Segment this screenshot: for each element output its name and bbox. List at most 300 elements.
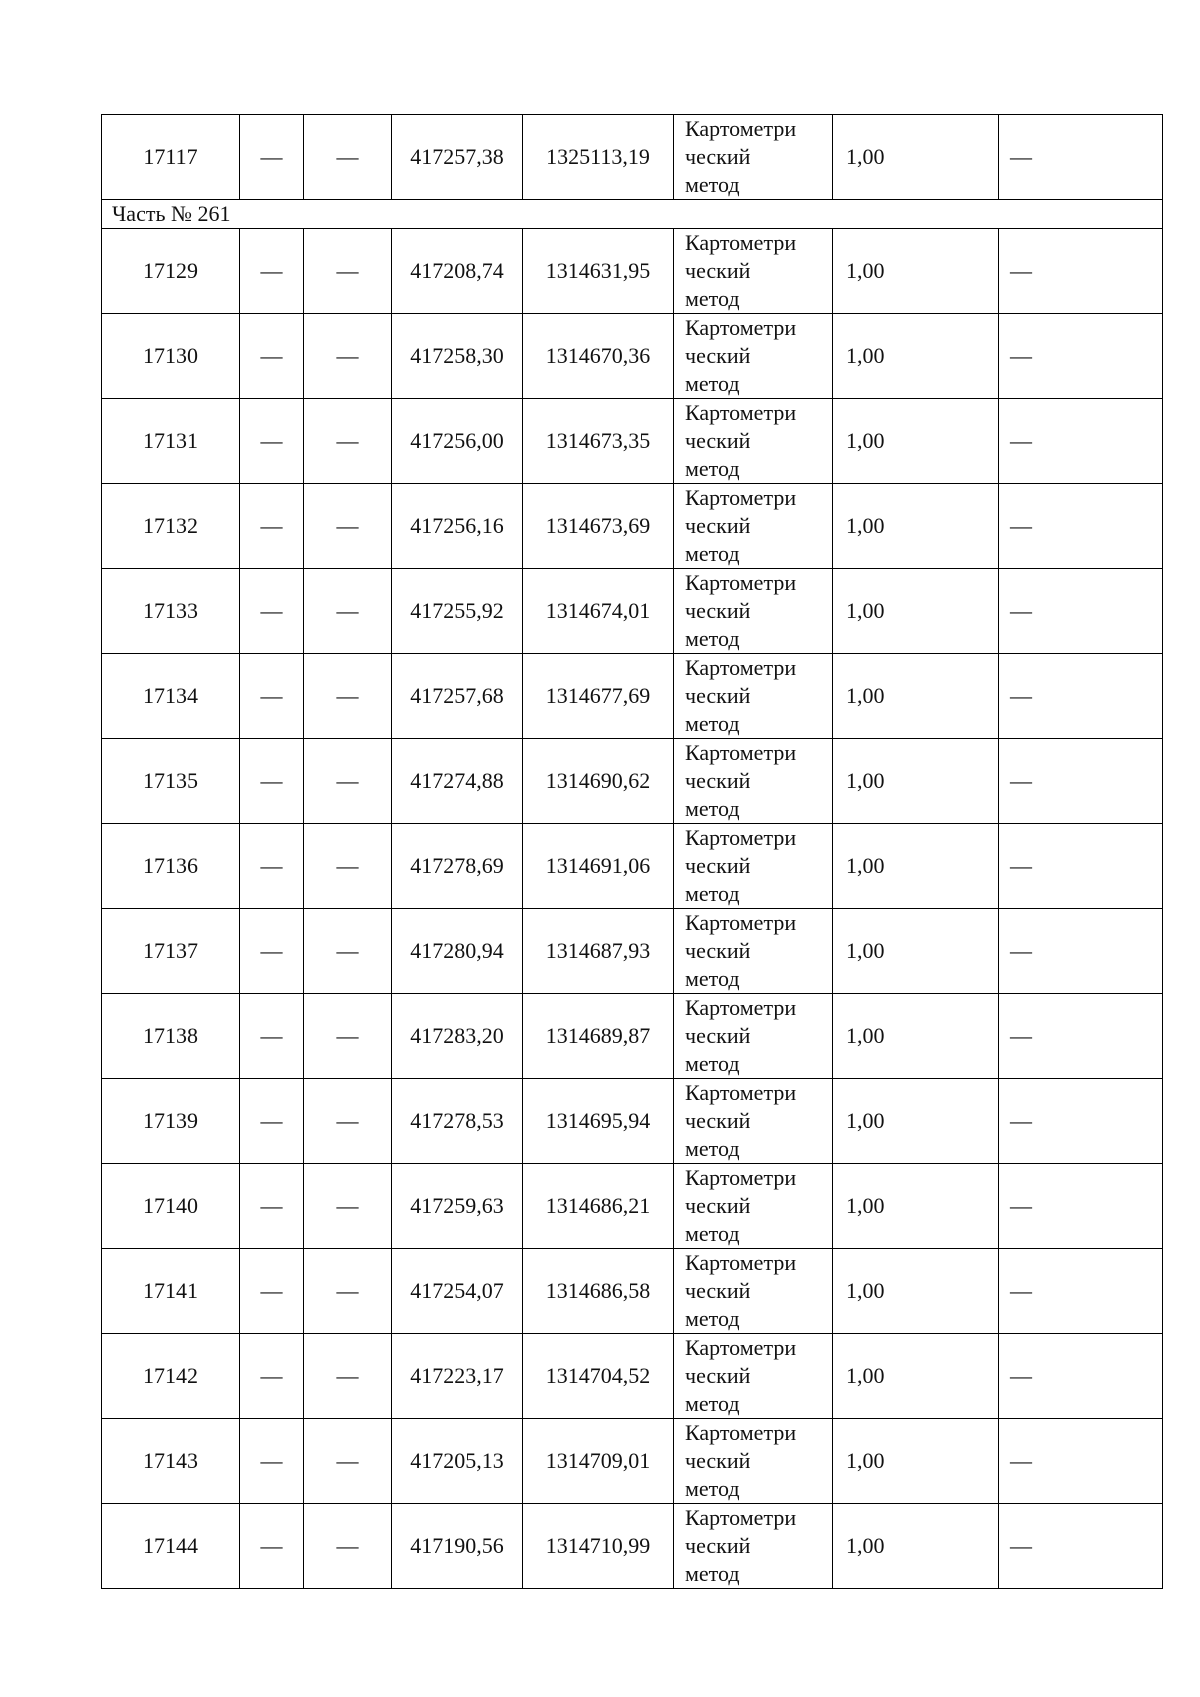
- point-number-cell: [102, 399, 240, 484]
- point-number-cell: [102, 569, 240, 654]
- dash-2: —: [336, 938, 359, 963]
- coord-y: 1314673,69: [545, 513, 651, 538]
- accuracy-cell: [833, 1164, 999, 1249]
- empty-cell-2: [304, 1164, 392, 1249]
- empty-cell-1: [240, 1079, 304, 1164]
- table-row: [102, 1419, 1163, 1504]
- coord-x-cell: [392, 1419, 523, 1504]
- coord-x-cell: [392, 1504, 523, 1589]
- point-number: 17129: [143, 258, 198, 283]
- coord-x-cell: [392, 314, 523, 399]
- dash-3: —: [1010, 1278, 1032, 1303]
- method-line-2: ческий: [685, 768, 751, 793]
- accuracy: 1,00: [846, 853, 885, 878]
- method-line-3: метод: [685, 711, 740, 736]
- table-row: [102, 1164, 1163, 1249]
- accuracy-cell: [833, 1249, 999, 1334]
- method-line-1: Картометри: [685, 1335, 797, 1360]
- method-line-3: метод: [685, 541, 740, 566]
- accuracy-cell: [833, 314, 999, 399]
- coord-y-cell: [523, 1249, 674, 1334]
- coord-x: 417259,63: [410, 1193, 504, 1218]
- method-line-2: ческий: [685, 144, 751, 169]
- empty-cell-2: [304, 1079, 392, 1164]
- coord-y-cell: [523, 314, 674, 399]
- table-row: [102, 909, 1163, 994]
- accuracy: 1,00: [846, 1108, 885, 1133]
- empty-cell-3: [999, 1419, 1163, 1504]
- dash-3: —: [1010, 144, 1032, 169]
- coord-x: 417254,07: [410, 1278, 504, 1303]
- table-row: [102, 654, 1163, 739]
- coord-x: 417257,68: [410, 683, 504, 708]
- accuracy: 1,00: [846, 428, 885, 453]
- dash-1: —: [260, 598, 283, 623]
- coord-y: 1314691,06: [545, 853, 651, 878]
- empty-cell-3: [999, 909, 1163, 994]
- dash-1: —: [260, 428, 283, 453]
- method-cell: [674, 1079, 833, 1164]
- dash-2: —: [336, 1448, 359, 1473]
- method-line-2: ческий: [685, 513, 751, 538]
- accuracy-cell: [833, 399, 999, 484]
- coord-x: 417190,56: [410, 1533, 504, 1558]
- accuracy: 1,00: [846, 258, 885, 283]
- empty-cell-3: [999, 1079, 1163, 1164]
- method-line-2: ческий: [685, 1023, 751, 1048]
- table-row: [102, 229, 1163, 314]
- accuracy: 1,00: [846, 938, 885, 963]
- method-line-1: Картометри: [685, 655, 797, 680]
- dash-2: —: [336, 1023, 359, 1048]
- method-line-1: Картометри: [685, 570, 797, 595]
- coord-x: 417256,00: [410, 428, 504, 453]
- dash-2: —: [336, 1108, 359, 1133]
- dash-3: —: [1010, 598, 1032, 623]
- method-line-1: Картометри: [685, 230, 797, 255]
- empty-cell-1: [240, 824, 304, 909]
- empty-cell-1: [240, 909, 304, 994]
- method-line-3: метод: [685, 966, 740, 991]
- dash-2: —: [336, 683, 359, 708]
- method-line-1: Картометри: [685, 1420, 797, 1445]
- empty-cell-2: [304, 994, 392, 1079]
- dash-3: —: [1010, 683, 1032, 708]
- empty-cell-3: [999, 569, 1163, 654]
- point-number: 17117: [143, 144, 198, 169]
- coord-y: 1314689,87: [545, 1023, 651, 1048]
- empty-cell-3: [999, 1504, 1163, 1589]
- dash-1: —: [260, 1533, 283, 1558]
- empty-cell-1: [240, 229, 304, 314]
- method-cell: [674, 909, 833, 994]
- dash-3: —: [1010, 258, 1032, 283]
- dash-1: —: [260, 768, 283, 793]
- empty-cell-2: [304, 824, 392, 909]
- coord-x-cell: [392, 824, 523, 909]
- coord-x: 417278,69: [410, 853, 504, 878]
- point-number: 17132: [143, 513, 198, 538]
- empty-cell-2: [304, 569, 392, 654]
- empty-cell-3: [999, 399, 1163, 484]
- accuracy-cell: [833, 824, 999, 909]
- point-number: 17141: [143, 1278, 198, 1303]
- accuracy: 1,00: [846, 513, 885, 538]
- method-line-1: Картометри: [685, 1165, 797, 1190]
- method-cell: [674, 1164, 833, 1249]
- method-line-1: Картометри: [685, 995, 797, 1020]
- coord-x-cell: [392, 1249, 523, 1334]
- point-number: 17136: [143, 853, 198, 878]
- dash-2: —: [336, 428, 359, 453]
- coordinates-table: [101, 114, 1163, 1589]
- method-line-2: ческий: [685, 1193, 751, 1218]
- dash-3: —: [1010, 428, 1032, 453]
- coord-y-cell: [523, 994, 674, 1079]
- method-line-2: ческий: [685, 428, 751, 453]
- method-line-1: Картометри: [685, 485, 797, 510]
- method-cell: [674, 229, 833, 314]
- method-line-2: ческий: [685, 1278, 751, 1303]
- method-line-3: метод: [685, 1561, 740, 1586]
- point-number-cell: [102, 1164, 240, 1249]
- point-number-cell: [102, 229, 240, 314]
- method-line-2: ческий: [685, 1363, 751, 1388]
- accuracy-cell: [833, 1334, 999, 1419]
- empty-cell-2: [304, 229, 392, 314]
- point-number: 17142: [143, 1363, 198, 1388]
- accuracy: 1,00: [846, 1193, 885, 1218]
- empty-cell-3: [999, 654, 1163, 739]
- coord-y: 1314670,36: [545, 343, 651, 368]
- method-cell: [674, 654, 833, 739]
- empty-cell-2: [304, 739, 392, 824]
- coord-x: 417223,17: [410, 1363, 504, 1388]
- method-line-2: ческий: [685, 1448, 751, 1473]
- coord-y: 1314709,01: [545, 1448, 651, 1473]
- coord-x: 417256,16: [410, 513, 504, 538]
- point-number-cell: [102, 484, 240, 569]
- dash-3: —: [1010, 1448, 1032, 1473]
- method-line-1: Картометри: [685, 1250, 797, 1275]
- accuracy-cell: [833, 1504, 999, 1589]
- empty-cell-2: [304, 654, 392, 739]
- method-line-3: метод: [685, 1476, 740, 1501]
- accuracy-cell: [833, 739, 999, 824]
- method-line-3: метод: [685, 1221, 740, 1246]
- dash-3: —: [1010, 1023, 1032, 1048]
- method-cell: [674, 399, 833, 484]
- accuracy: 1,00: [846, 1533, 885, 1558]
- coord-x-cell: [392, 115, 523, 200]
- section-title: Часть № 261: [102, 200, 1163, 229]
- dash-1: —: [260, 258, 283, 283]
- point-number: 17138: [143, 1023, 198, 1048]
- coord-y-cell: [523, 654, 674, 739]
- dash-2: —: [336, 1193, 359, 1218]
- dash-3: —: [1010, 1363, 1032, 1388]
- empty-cell-3: [999, 1164, 1163, 1249]
- method-cell: [674, 569, 833, 654]
- coord-y: 1314695,94: [545, 1108, 651, 1133]
- coord-x: 417274,88: [410, 768, 504, 793]
- point-number: 17139: [143, 1108, 198, 1133]
- empty-cell-3: [999, 1249, 1163, 1334]
- coord-y: 1314631,95: [545, 258, 651, 283]
- table-row: [102, 1249, 1163, 1334]
- method-line-3: метод: [685, 172, 740, 197]
- table-row: [102, 824, 1163, 909]
- table-row: [102, 115, 1163, 200]
- coord-y-cell: [523, 1079, 674, 1164]
- coord-x: 417280,94: [410, 938, 504, 963]
- empty-cell-1: [240, 994, 304, 1079]
- method-line-1: Картометри: [685, 910, 797, 935]
- dash-1: —: [260, 938, 283, 963]
- dash-1: —: [260, 343, 283, 368]
- method-line-3: метод: [685, 456, 740, 481]
- point-number-cell: [102, 1504, 240, 1589]
- empty-cell-3: [999, 994, 1163, 1079]
- empty-cell-1: [240, 654, 304, 739]
- coord-x-cell: [392, 1334, 523, 1419]
- method-line-2: ческий: [685, 853, 751, 878]
- coord-y: 1325113,19: [546, 144, 650, 169]
- dash-1: —: [260, 683, 283, 708]
- method-cell: [674, 739, 833, 824]
- coord-y-cell: [523, 739, 674, 824]
- coord-y: 1314673,35: [545, 428, 651, 453]
- coord-x-cell: [392, 654, 523, 739]
- table-body: [102, 115, 1163, 1589]
- empty-cell-3: [999, 1334, 1163, 1419]
- dash-1: —: [260, 1193, 283, 1218]
- empty-cell-1: [240, 1249, 304, 1334]
- point-number-cell: [102, 1334, 240, 1419]
- method-line-1: Картометри: [685, 315, 797, 340]
- method-line-2: ческий: [685, 1108, 751, 1133]
- method-line-2: ческий: [685, 343, 751, 368]
- table-row: [102, 314, 1163, 399]
- coord-x: 417208,74: [410, 258, 504, 283]
- method-cell: [674, 1334, 833, 1419]
- dash-1: —: [260, 1108, 283, 1133]
- table-row: [102, 739, 1163, 824]
- accuracy: 1,00: [846, 1448, 885, 1473]
- dash-3: —: [1010, 1533, 1032, 1558]
- method-line-2: ческий: [685, 598, 751, 623]
- method-line-3: метод: [685, 1136, 740, 1161]
- coord-y: 1314710,99: [545, 1533, 651, 1558]
- empty-cell-1: [240, 484, 304, 569]
- empty-cell-3: [999, 229, 1163, 314]
- method-line-2: ческий: [685, 938, 751, 963]
- point-number: 17133: [143, 598, 198, 623]
- method-cell: [674, 1249, 833, 1334]
- empty-cell-3: [999, 314, 1163, 399]
- coord-y-cell: [523, 909, 674, 994]
- method-cell: [674, 994, 833, 1079]
- accuracy-cell: [833, 569, 999, 654]
- dash-3: —: [1010, 513, 1032, 538]
- empty-cell-1: [240, 1164, 304, 1249]
- coord-x-cell: [392, 994, 523, 1079]
- coord-y-cell: [523, 115, 674, 200]
- accuracy-cell: [833, 229, 999, 314]
- accuracy: 1,00: [846, 598, 885, 623]
- method-line-3: метод: [685, 286, 740, 311]
- method-line-3: метод: [685, 1051, 740, 1076]
- coord-x: 417205,13: [410, 1448, 504, 1473]
- method-cell: [674, 1504, 833, 1589]
- method-line-1: Картометри: [685, 116, 797, 141]
- coord-y-cell: [523, 1334, 674, 1419]
- coord-x-cell: [392, 1079, 523, 1164]
- method-line-3: метод: [685, 796, 740, 821]
- dash-1: —: [260, 144, 283, 169]
- method-cell: [674, 1419, 833, 1504]
- point-number: 17134: [143, 683, 198, 708]
- method-line-2: ческий: [685, 258, 751, 283]
- point-number-cell: [102, 1249, 240, 1334]
- table-row: [102, 484, 1163, 569]
- coord-x-cell: [392, 399, 523, 484]
- point-number-cell: [102, 994, 240, 1079]
- coord-y: 1314690,62: [545, 768, 651, 793]
- dash-1: —: [260, 853, 283, 878]
- accuracy: 1,00: [846, 768, 885, 793]
- method-line-1: Картометри: [685, 1505, 797, 1530]
- coord-y: 1314704,52: [545, 1363, 651, 1388]
- coord-y-cell: [523, 569, 674, 654]
- accuracy: 1,00: [846, 1363, 885, 1388]
- table-row: [102, 399, 1163, 484]
- dash-3: —: [1010, 853, 1032, 878]
- accuracy-cell: [833, 115, 999, 200]
- method-line-2: ческий: [685, 1533, 751, 1558]
- accuracy-cell: [833, 909, 999, 994]
- coord-x-cell: [392, 229, 523, 314]
- point-number: 17131: [143, 428, 198, 453]
- table-row: [102, 1079, 1163, 1164]
- point-number-cell: [102, 654, 240, 739]
- point-number: 17143: [143, 1448, 198, 1473]
- accuracy-cell: [833, 1079, 999, 1164]
- coord-y: 1314686,21: [545, 1193, 651, 1218]
- method-line-2: ческий: [685, 683, 751, 708]
- point-number-cell: [102, 1079, 240, 1164]
- point-number-cell: [102, 1419, 240, 1504]
- table-row: [102, 1334, 1163, 1419]
- dash-3: —: [1010, 768, 1032, 793]
- point-number-cell: [102, 314, 240, 399]
- dash-2: —: [336, 258, 359, 283]
- method-cell: [674, 484, 833, 569]
- empty-cell-2: [304, 484, 392, 569]
- empty-cell-1: [240, 115, 304, 200]
- empty-cell-1: [240, 569, 304, 654]
- empty-cell-2: [304, 909, 392, 994]
- method-line-1: Картометри: [685, 740, 797, 765]
- method-line-3: метод: [685, 371, 740, 396]
- dash-2: —: [336, 513, 359, 538]
- empty-cell-2: [304, 314, 392, 399]
- section-header-row: [102, 200, 1163, 229]
- method-line-3: метод: [685, 881, 740, 906]
- point-number-cell: [102, 824, 240, 909]
- dash-3: —: [1010, 938, 1032, 963]
- point-number: 17140: [143, 1193, 198, 1218]
- point-number-cell: [102, 909, 240, 994]
- empty-cell-2: [304, 399, 392, 484]
- dash-2: —: [336, 343, 359, 368]
- accuracy-cell: [833, 654, 999, 739]
- dash-1: —: [260, 1023, 283, 1048]
- coord-x: 417258,30: [410, 343, 504, 368]
- table-row: [102, 994, 1163, 1079]
- dash-2: —: [336, 144, 359, 169]
- empty-cell-1: [240, 314, 304, 399]
- accuracy-cell: [833, 484, 999, 569]
- coord-y-cell: [523, 824, 674, 909]
- empty-cell-2: [304, 1419, 392, 1504]
- empty-cell-3: [999, 115, 1163, 200]
- empty-cell-3: [999, 484, 1163, 569]
- coord-y-cell: [523, 484, 674, 569]
- empty-cell-2: [304, 1249, 392, 1334]
- dash-3: —: [1010, 1108, 1032, 1133]
- coord-x: 417257,38: [410, 144, 504, 169]
- empty-cell-3: [999, 739, 1163, 824]
- dash-1: —: [260, 1363, 283, 1388]
- dash-2: —: [336, 853, 359, 878]
- accuracy: 1,00: [846, 1023, 885, 1048]
- coord-x-cell: [392, 909, 523, 994]
- dash-1: —: [260, 1448, 283, 1473]
- dash-1: —: [260, 513, 283, 538]
- accuracy-cell: [833, 994, 999, 1079]
- method-line-1: Картометри: [685, 400, 797, 425]
- point-number: 17137: [143, 938, 198, 963]
- dash-3: —: [1010, 343, 1032, 368]
- accuracy-cell: [833, 1419, 999, 1504]
- coord-y-cell: [523, 1504, 674, 1589]
- empty-cell-1: [240, 1334, 304, 1419]
- accuracy: 1,00: [846, 343, 885, 368]
- method-line-3: метод: [685, 626, 740, 651]
- empty-cell-1: [240, 1419, 304, 1504]
- accuracy: 1,00: [846, 144, 885, 169]
- dash-2: —: [336, 1533, 359, 1558]
- empty-cell-2: [304, 1334, 392, 1419]
- coord-y: 1314686,58: [545, 1278, 651, 1303]
- coord-y-cell: [523, 399, 674, 484]
- empty-cell-1: [240, 1504, 304, 1589]
- coord-y: 1314674,01: [545, 598, 651, 623]
- accuracy: 1,00: [846, 1278, 885, 1303]
- dash-2: —: [336, 598, 359, 623]
- coord-x-cell: [392, 569, 523, 654]
- accuracy: 1,00: [846, 683, 885, 708]
- empty-cell-2: [304, 115, 392, 200]
- coord-y: 1314677,69: [545, 683, 651, 708]
- coord-y: 1314687,93: [545, 938, 651, 963]
- table-row: [102, 1504, 1163, 1589]
- coord-x: 417255,92: [410, 598, 504, 623]
- dash-2: —: [336, 1363, 359, 1388]
- coord-y-cell: [523, 229, 674, 314]
- coord-y-cell: [523, 1419, 674, 1504]
